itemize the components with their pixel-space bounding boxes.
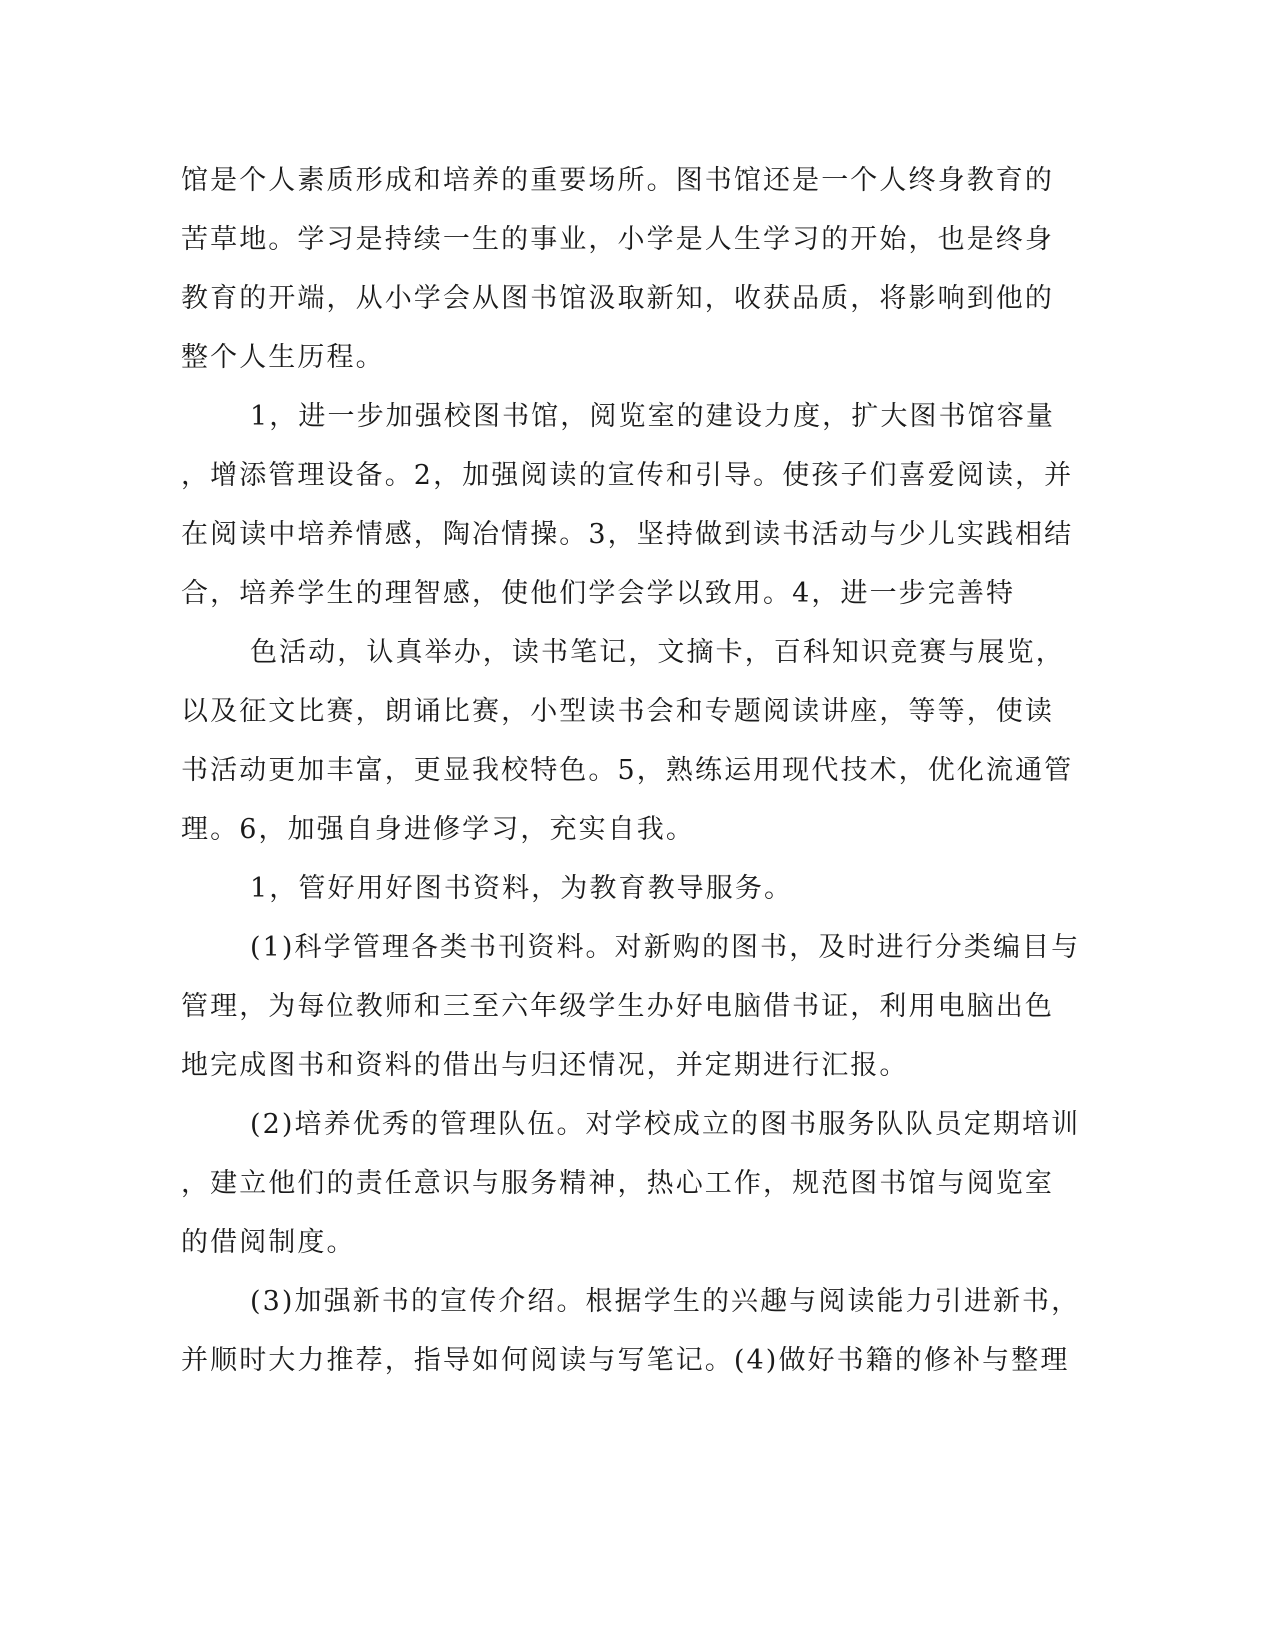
text-line: 管理，为每位教师和三至六年级学生办好电脑借书证，利用电脑出色 — [181, 991, 1054, 1022]
text-line: (1)科学管理各类书刊资料。对新购的图书，及时进行分类编目与 — [250, 932, 1081, 963]
text-line: 馆是个人素质形成和培养的重要场所。图书馆还是一个人终身教育的 — [181, 165, 1054, 196]
text-line: (3)加强新书的宣传介绍。根据学生的兴趣与阅读能力引进新书， — [250, 1286, 1081, 1317]
text-line: 地完成图书和资料的借出与归还情况，并定期进行汇报。 — [181, 1050, 909, 1081]
text-line: 在阅读中培养情感，陶冶情操。3，坚持做到读书活动与少儿实践相结 — [181, 519, 1074, 550]
text-line: 合，培养学生的理智感，使他们学会学以致用。4，进一步完善特 — [181, 578, 1016, 609]
text-line: ，建立他们的责任意识与服务精神，热心工作，规范图书馆与阅览室 — [181, 1168, 1054, 1199]
text-line: 书活动更加丰富，更显我校特色。5，熟练运用现代技术，优化流通管 — [181, 755, 1074, 786]
text-line: 1，进一步加强校图书馆，阅览室的建设力度，扩大图书馆容量 — [250, 401, 1055, 432]
text-line: ，增添管理设备。2，加强阅读的宣传和引导。使孩子们喜爱阅读，并 — [181, 460, 1074, 491]
text-line: 以及征文比赛，朗诵比赛，小型读书会和专题阅读讲座，等等，使读 — [181, 696, 1054, 727]
text-line: (2)培养优秀的管理队伍。对学校成立的图书服务队队员定期培训 — [250, 1109, 1081, 1140]
text-line: 整个人生历程。 — [181, 342, 385, 373]
text-line: 1，管好用好图书资料，为教育教导服务。 — [250, 873, 794, 904]
text-line: 教育的开端，从小学会从图书馆汲取新知，收获品质，将影响到他的 — [181, 283, 1054, 314]
text-line: 色活动，认真举办，读书笔记，文摘卡，百科知识竞赛与展览， — [250, 637, 1065, 668]
text-line: 理。6，加强自身进修学习，充实自我。 — [181, 814, 695, 845]
text-line: 并顺时大力推荐，指导如何阅读与写笔记。(4)做好书籍的修补与整理 — [181, 1345, 1070, 1376]
text-line: 苦草地。学习是持续一生的事业，小学是人生学习的开始，也是终身 — [181, 224, 1054, 255]
text-line: 的借阅制度。 — [181, 1227, 356, 1258]
